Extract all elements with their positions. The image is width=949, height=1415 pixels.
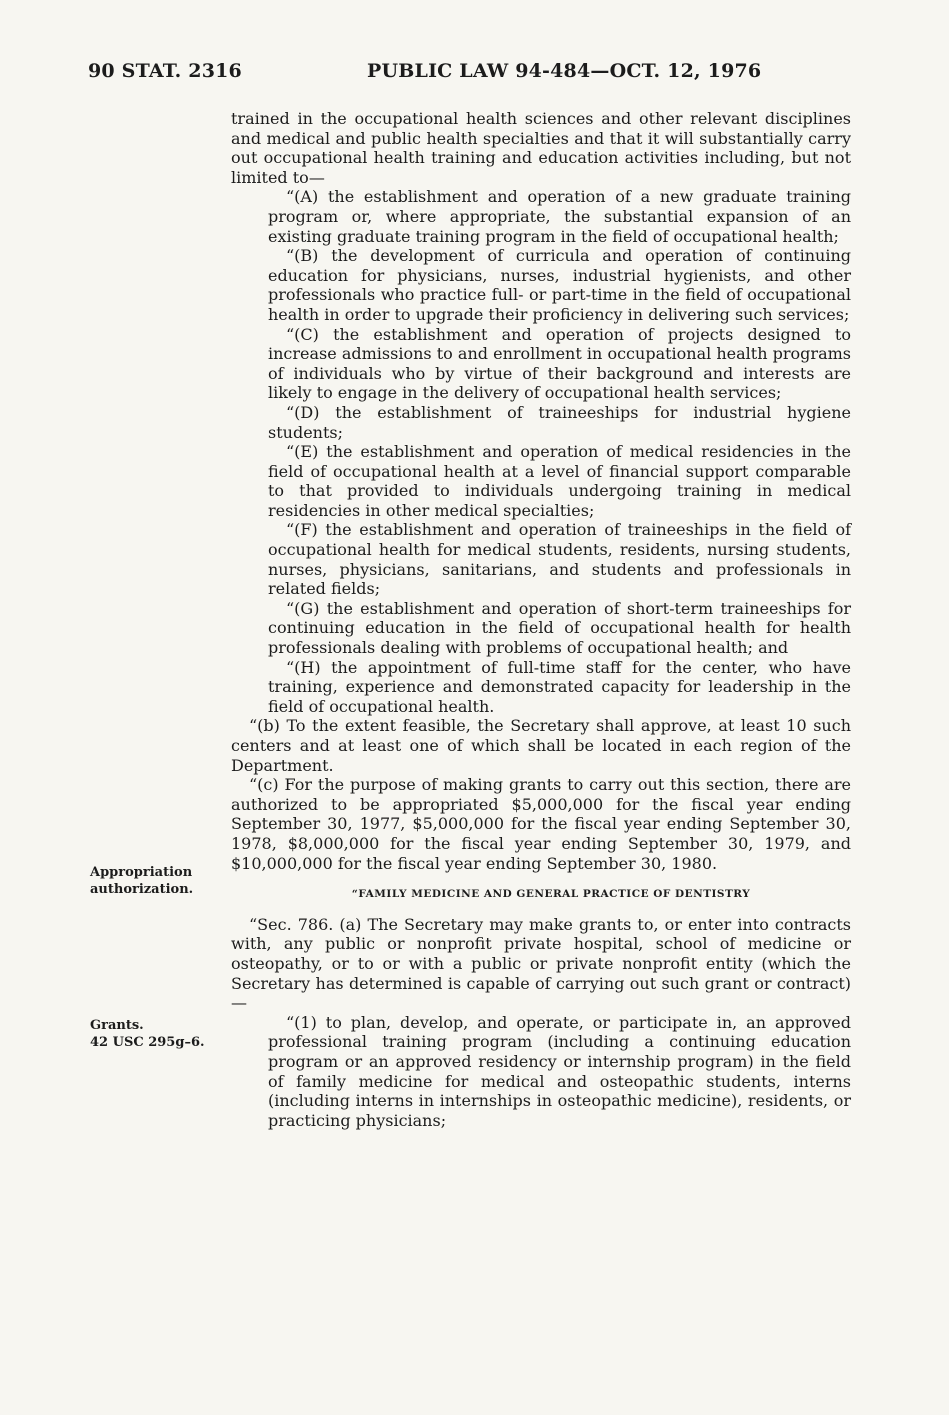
- margin-note-grants: [90, 1017, 205, 1051]
- item-e: “(E) the establishment and operation of medical residencies in the field of occupational health at a level of financial support comparable to that provided to individuals undergoing training in medical residencies in other medical specialties;: [268, 442, 851, 520]
- stat-page-number: 90 STAT. 2316: [88, 60, 242, 82]
- item-g: “(G) the establishment and operation of short-term traineeships for continuing education in the field of occupational health for health professionals dealing with problems of occupational health; and: [268, 598, 851, 658]
- item-1: “(1) to plan, develop, and operate, or participate in, an approved professional training program (including a continuing education program or an approved residency or internship program) in the field of family medicine for medical and osteopathic students, interns (including interns in internships in osteopathic medicine), residents, or practicing physicians;: [268, 1012, 851, 1130]
- item-a: “(A) the establishment and operation of a new graduate training program or, where appropriate, the substantial expansion of an existing graduate training program in the field of occupational health;: [268, 187, 851, 246]
- section-heading: “FAMILY MEDICINE AND GENERAL PRACTICE OF DENTISTRY: [351, 888, 751, 901]
- page-header: [0, 60, 949, 86]
- law-title: PUBLIC LAW 94-484—OCT. 12, 1976: [367, 60, 762, 82]
- subsection-b: “(b) To the extent feasible, the Secretary shall approve, at least 10 such centers and at least one of which shall be located in each region of the Department.: [231, 716, 851, 775]
- margin-note-line: Appropriation: [90, 865, 193, 880]
- section-786-a: “Sec. 786. (a) The Secretary may make grants to, or enter into contracts with, any public or nonprofit private hospital, school of medicine or osteopathy, or to or with a public or private nonprofit entity (which the Secretary has determined is capable of carrying out such grant or contract)—: [231, 914, 851, 1013]
- margin-note-line: authorization.: [90, 882, 194, 897]
- item-h: “(H) the appointment of full-time staff for the center, who have training, experience and demonstrated capacity for leadership in the field of occupational health.: [268, 657, 851, 716]
- item-b: “(B) the development of curricula and operation of continuing education for physicians, nurses, industrial hygienists, and other professionals who practice full- or part-time in the field of occupational health in order to upgrade their proficiency in delivering such services;: [268, 246, 851, 324]
- statute-body: [231, 109, 851, 1130]
- item-f: “(F) the establishment and operation of traineeships in the field of occupational health for medical students, residents, nursing students, nurses, physicians, sanitarians, and students and professionals in related fields;: [268, 520, 851, 599]
- item-c: “(C) the establishment and operation of projects designed to increase admissions to and enrollment in occupational health programs of individuals who by virtue of their background and interests are likely to engage in the delivery of occupational health services;: [268, 324, 851, 403]
- margin-note-line: 42 USC 295g–6.: [90, 1035, 205, 1050]
- margin-note-appropriation: [90, 864, 193, 898]
- intro-paragraph: trained in the occupational health sciences and other relevant disciplines and medical and public health specialties and that it will substantially carry out occupational health training and education activities including, but not limited to—: [231, 109, 851, 187]
- margin-note-line: Grants.: [90, 1018, 144, 1033]
- subsection-c: “(c) For the purpose of making grants to carry out this section, there are authorized to be appropriated $5,000,000 for the fiscal year ending September 30, 1977, $5,000,000 for the fiscal year ending September 30, 1978, $8,000,000 for the fiscal year ending September 30, 1979, and $10,000,000 for the fiscal year ending September 30, 1980.: [231, 775, 851, 873]
- item-d: “(D) the establishment of traineeships for industrial hygiene students;: [268, 402, 851, 442]
